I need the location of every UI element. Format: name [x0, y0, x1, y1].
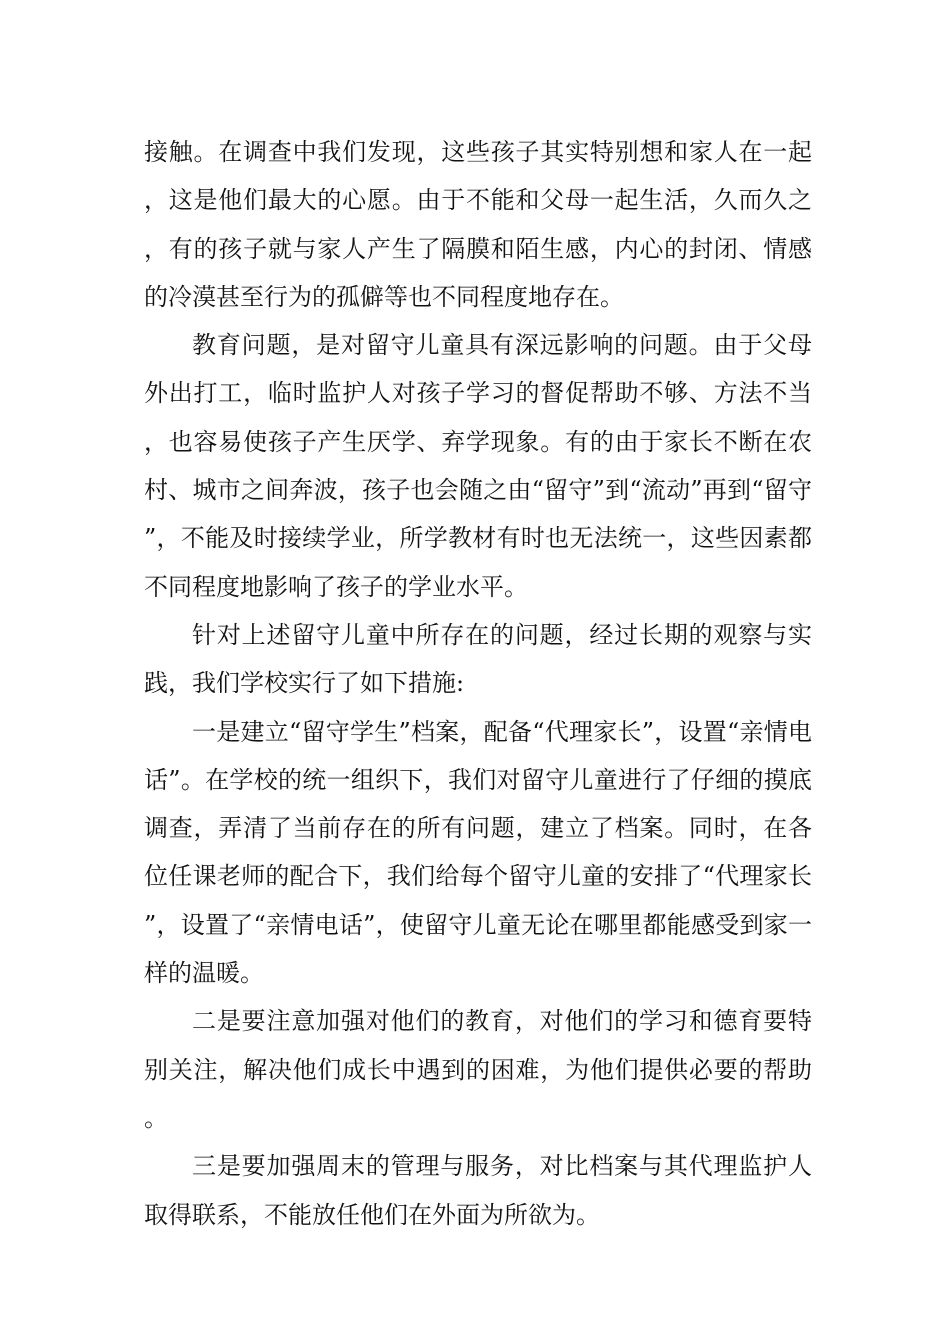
paragraph-3: 针对上述留守儿童中所存在的问题，经过长期的观察与实践，我们学校实行了如下措施: — [144, 620, 812, 698]
paragraph-2: 教育问题，是对留守儿童具有深远影响的问题。由于父母外出打工，临时监护人对孩子学习的督促帮助不够、方法不当，也容易使孩子产生厌学、弃学现象。有的由于家长不断在农村、城市之间奔波，孩子也会随之由“留守”到“流动”再到“留守”，不能及时接续学业，所学教材有时也无法统一，这些因素都不同程度地影响了孩子的学业水平。 — [144, 331, 812, 601]
paragraph-4: 一是建立“留守学生”档案，配备“代理家长”，设置“亲情电话”。在学校的统一组织下，我们对留守儿童进行了仔细的摸底调查，弄清了当前存在的所有问题，建立了档案。同时，在各位任课老师的配合下，我们给每个留守儿童的安排了“代理家长”，设置了“亲情电话”，使留守儿童无论在哪里都能感受到家一样的温暖。 — [144, 717, 812, 988]
paragraph-6: 三是要加强周末的管理与服务，对比档案与其代理监护人取得联系，不能放任他们在外面为所欲为。 — [144, 1152, 812, 1229]
document-body — [144, 128, 812, 1239]
paragraph-1: 接触。在调查中我们发现，这些孩子其实特别想和家人在一起，这是他们最大的心愿。由于不能和父母一起生活，久而久之，有的孩子就与家人产生了隔膜和陌生感，内心的封闭、情感的冷漠甚至行为的孤僻等也不同程度地存在。 — [144, 138, 812, 311]
paragraph-5: 二是要注意加强对他们的教育，对他们的学习和德育要特别关注，解决他们成长中遇到的困难，为他们提供必要的帮助。 — [144, 1007, 812, 1132]
